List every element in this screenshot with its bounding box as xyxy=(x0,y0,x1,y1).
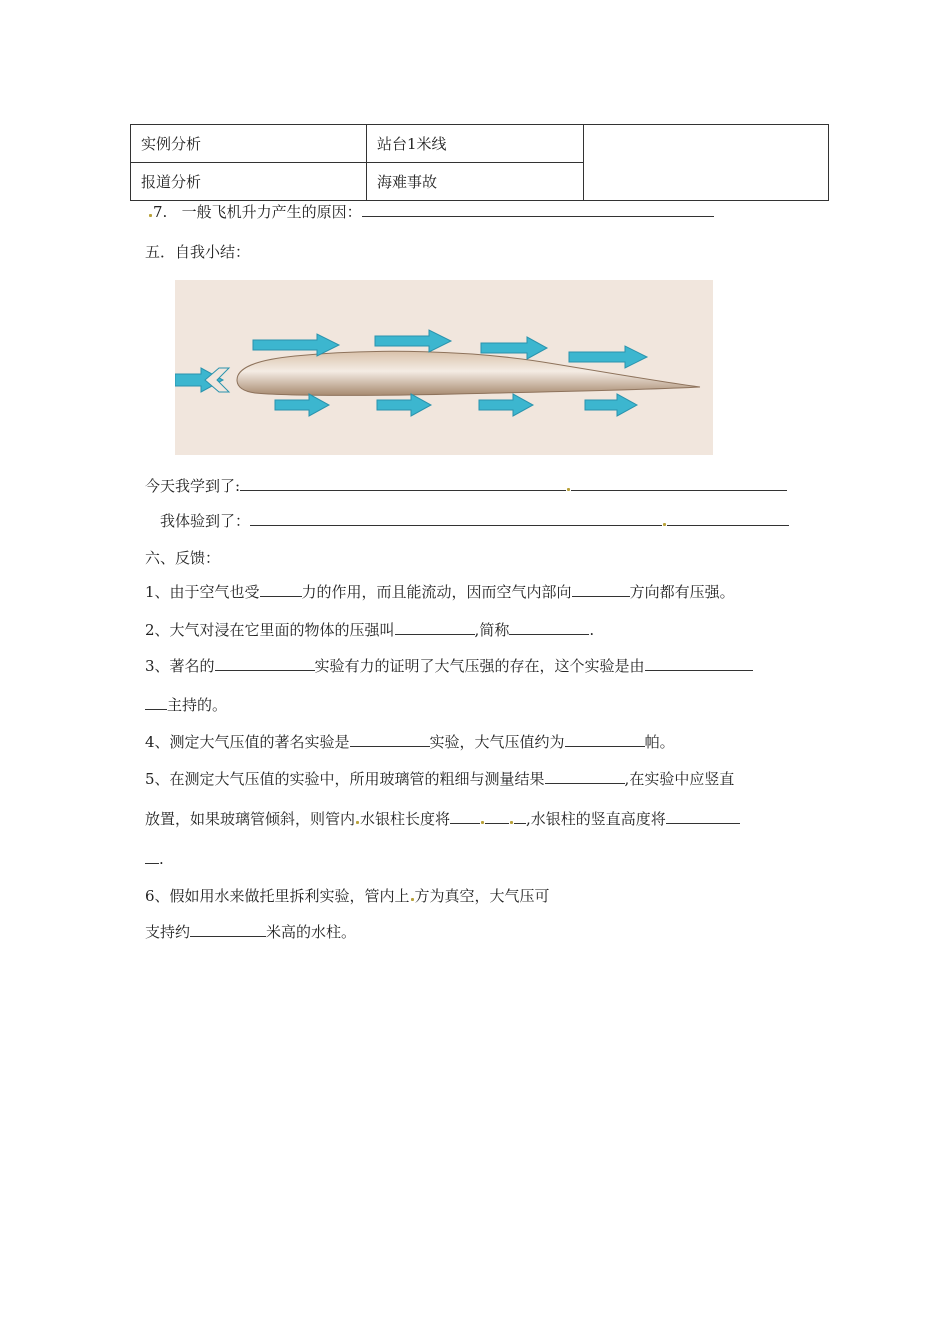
answer-blank[interactable] xyxy=(395,620,475,635)
q1-text: 力的作用，而且能流动，因而空气内部向 xyxy=(301,583,572,601)
q6-text: 支持约 xyxy=(145,923,191,941)
answer-blank[interactable] xyxy=(145,849,159,864)
q4-text: 帕。 xyxy=(644,733,675,751)
section-5-title: 五．自我小结： xyxy=(145,243,251,261)
q1-text: 方向都有压强。 xyxy=(629,583,735,601)
case-analysis-table xyxy=(130,124,829,201)
airfoil-figure xyxy=(175,280,713,455)
lower-airflow-arrow xyxy=(585,394,637,416)
q6-text: 6、假如用水来做托里拆利实验，管内上 xyxy=(145,887,410,905)
incoming-air-arrow xyxy=(175,368,229,392)
q3-text: 实验有力的证明了大气压强的存在，这个实验是由 xyxy=(314,657,645,675)
question-6-continued xyxy=(145,922,356,942)
mark-dot xyxy=(567,488,570,491)
upper-airflow-arrow xyxy=(569,346,647,368)
airfoil-diagram xyxy=(175,280,713,455)
answer-blank[interactable] xyxy=(215,656,315,671)
mark-dot xyxy=(663,523,666,526)
answer-blank[interactable] xyxy=(571,476,787,491)
answer-blank[interactable] xyxy=(362,202,714,217)
experienced-label: 我体验到了： xyxy=(160,512,251,530)
answer-blank[interactable] xyxy=(666,809,740,824)
table-cell: 海难事故 xyxy=(367,163,584,201)
q5-text: 5、在测定大气压值的实验中，所用玻璃管的粗细与测量结果 xyxy=(145,770,545,788)
section-6-title: 六、反馈： xyxy=(145,549,221,567)
lower-airflow-arrow xyxy=(479,394,533,416)
question-7 xyxy=(148,202,714,222)
question-5-end xyxy=(145,849,164,869)
q2-text: . xyxy=(589,621,595,639)
answer-blank[interactable] xyxy=(545,769,625,784)
q5-text: 水银柱长度将 xyxy=(360,810,451,828)
table-cell: 站台1米线 xyxy=(367,125,584,163)
q2-text: ,简称 xyxy=(474,621,510,639)
answer-blank[interactable] xyxy=(145,695,167,710)
answer-blank[interactable] xyxy=(250,511,662,526)
answer-blank[interactable] xyxy=(572,582,630,597)
table-cell-empty xyxy=(584,125,829,201)
answer-blank[interactable] xyxy=(509,620,589,635)
q5-text: ,水银柱的竖直高度将 xyxy=(526,810,666,828)
question-5-continued xyxy=(145,809,740,829)
q1-text: 1、由于空气也受 xyxy=(145,583,260,601)
answer-blank[interactable] xyxy=(485,809,509,824)
q6-text: 方为真空，大气压可 xyxy=(414,887,550,905)
answer-blank[interactable] xyxy=(565,732,645,747)
mark-dot xyxy=(411,898,414,901)
answer-blank[interactable] xyxy=(514,809,526,824)
upper-airflow-arrow xyxy=(375,330,451,352)
q4-text: 4、测定大气压值的著名实验是 xyxy=(145,733,350,751)
question-6 xyxy=(145,886,550,906)
table-cell: 实例分析 xyxy=(131,125,367,163)
answer-blank[interactable] xyxy=(350,732,430,747)
answer-blank[interactable] xyxy=(190,922,266,937)
question-3 xyxy=(145,656,753,676)
mark-dot xyxy=(149,214,152,217)
learned-line xyxy=(145,476,787,496)
q3-text: 主持的。 xyxy=(167,696,228,714)
q5-text: ,在实验中应竖直 xyxy=(624,770,735,788)
question-1 xyxy=(145,582,735,602)
mark-dot xyxy=(510,821,513,824)
answer-blank[interactable] xyxy=(240,476,566,491)
lower-airflow-arrow xyxy=(377,394,431,416)
answer-blank[interactable] xyxy=(645,656,753,671)
question-2 xyxy=(145,620,594,640)
lower-airflow-arrow xyxy=(275,394,329,416)
learned-label: 今天我学到了: xyxy=(145,477,241,495)
q7-number: 7. xyxy=(153,203,168,221)
table-cell: 报道分析 xyxy=(131,163,367,201)
q6-text: 米高的水柱。 xyxy=(266,923,357,941)
q3-text: 3、著名的 xyxy=(145,657,215,675)
question-3-continued xyxy=(145,695,227,715)
table-row xyxy=(131,125,829,163)
upper-airflow-arrow xyxy=(253,334,339,356)
q7-text: 一般飞机升力产生的原因： xyxy=(181,203,362,221)
answer-blank[interactable] xyxy=(260,582,302,597)
answer-blank[interactable] xyxy=(450,809,480,824)
answer-blank[interactable] xyxy=(667,511,789,526)
question-4 xyxy=(145,732,675,752)
experienced-line xyxy=(160,511,789,531)
q5-text: 放置，如果玻璃管倾斜，则管内 xyxy=(145,810,356,828)
q2-text: 2、大气对浸在它里面的物体的压强叫 xyxy=(145,621,395,639)
question-5 xyxy=(145,769,734,789)
q4-text: 实验，大气压值约为 xyxy=(429,733,565,751)
q5-text: . xyxy=(159,850,164,868)
mark-dot xyxy=(481,821,484,824)
mark-dot xyxy=(356,821,359,824)
